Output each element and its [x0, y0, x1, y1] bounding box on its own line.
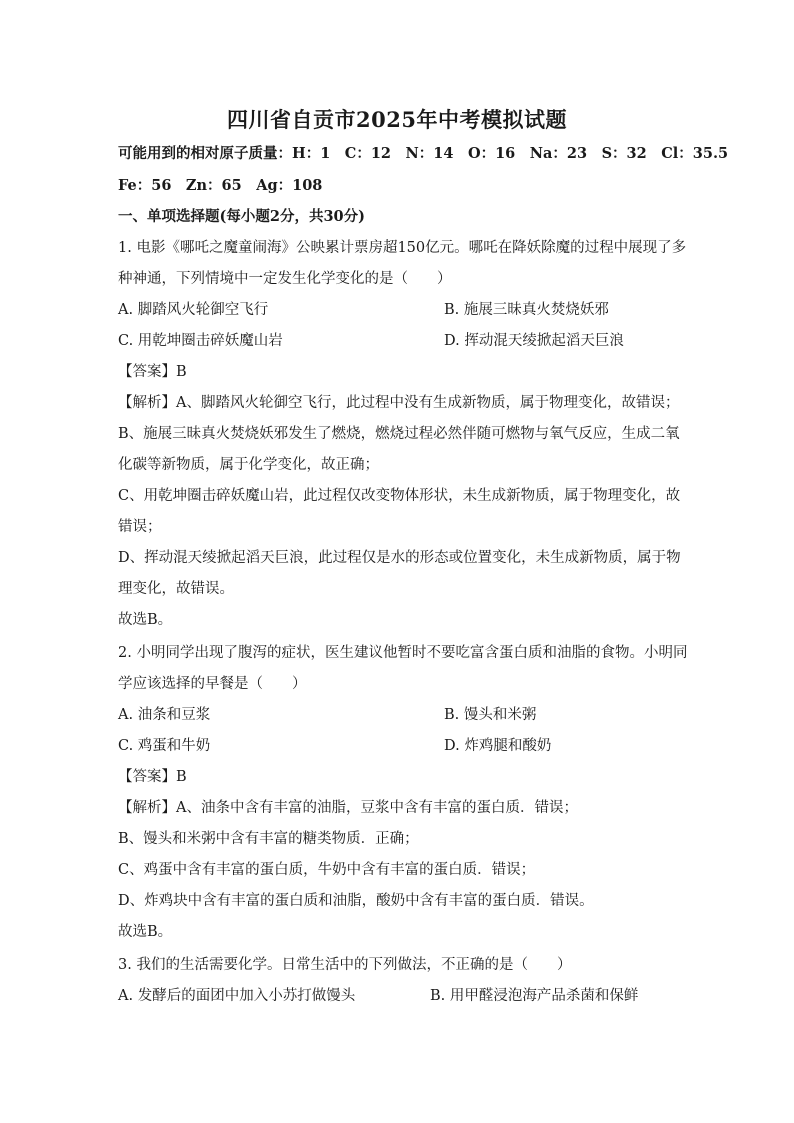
q1-option-d: D. 挥动混天绫掀起滔天巨浪 [444, 333, 624, 349]
q2-stem-line-2: 学应该选择的早餐是（ ） [118, 676, 307, 692]
q1-answer: 【答案】B [118, 364, 187, 380]
q1-analysis-line: D、挥动混天绫掀起滔天巨浪，此过程仅是水的形态或位置变化，未生成新物质，属于物 [118, 550, 681, 566]
q1-option-b: B. 施展三昧真火焚烧妖邪 [444, 302, 609, 318]
q2-option-c: C. 鸡蛋和牛奶 [118, 738, 211, 754]
q1-option-a: A. 脚踏风火轮御空飞行 [118, 302, 269, 318]
q3-option-a: A. 发酵后的面团中加入小苏打做馒头 [118, 988, 356, 1004]
q2-conclusion: 故选B。 [118, 924, 173, 940]
q1-conclusion: 故选B。 [118, 612, 173, 628]
q2-analysis-line: C、鸡蛋中含有丰富的蛋白质，牛奶中含有丰富的蛋白质．错误； [118, 862, 536, 878]
document-title: 四川省自贡市2025年中考模拟试题 [227, 107, 567, 132]
atomic-mass-line-2: Fe：56 Zn：65 Ag：108 [118, 177, 323, 194]
q1-stem-line-1: 1. 电影《哪吒之魔童闹海》公映累计票房超150亿元。哪吒在降妖除魔的过程中展现了多 [118, 240, 687, 256]
q2-stem-line-1: 2. 小明同学出现了腹泻的症状，医生建议他暂时不要吃富含蛋白质和油脂的食物。小明同 [118, 645, 688, 661]
q2-option-b: B. 馒头和米粥 [444, 707, 537, 723]
q1-analysis-line: B、施展三昧真火焚烧妖邪发生了燃烧，燃烧过程必然伴随可燃物与氧气反应，生成二氧 [118, 426, 680, 442]
q2-analysis-line: 【解析】A、油条中含有丰富的油脂，豆浆中含有丰富的蛋白质．错误； [118, 800, 578, 816]
q1-analysis-line: 错误； [118, 519, 162, 535]
atomic-mass-line-1: 可能用到的相对原子质量：H：1 C：12 N：14 O：16 Na：23 S：32 Cl：35.5 [118, 145, 729, 162]
q1-stem-line-2: 种神通，下列情境中一定发生化学变化的是（ ） [118, 271, 452, 287]
q2-option-a: A. 油条和豆浆 [118, 707, 211, 723]
q1-analysis-line: 理变化，故错误。 [118, 581, 234, 597]
q1-option-c: C. 用乾坤圈击碎妖魔山岩 [118, 333, 283, 349]
q3-option-b: B. 用甲醛浸泡海产品杀菌和保鲜 [430, 988, 639, 1004]
q1-analysis-line: C、用乾坤圈击碎妖魔山岩，此过程仅改变物体形状，未生成新物质，属于物理变化，故 [118, 488, 681, 504]
q1-analysis-line: 化碳等新物质，属于化学变化，故正确； [118, 457, 379, 473]
q2-answer: 【答案】B [118, 769, 187, 785]
q2-analysis-line: D、炸鸡块中含有丰富的蛋白质和油脂，酸奶中含有丰富的蛋白质．错误。 [118, 893, 594, 909]
q2-option-d: D. 炸鸡腿和酸奶 [444, 738, 552, 754]
q3-stem-line-1: 3. 我们的生活需要化学。日常生活中的下列做法，不正确的是（ ） [118, 957, 572, 973]
section-header: 一、单项选择题(每小题2分，共30分) [118, 208, 365, 225]
q1-analysis-line: 【解析】A、脚踏风火轮御空飞行，此过程中没有生成新物质，属于物理变化，故错误； [118, 395, 680, 411]
q2-analysis-line: B、馒头和米粥中含有丰富的糖类物质．正确； [118, 831, 419, 847]
